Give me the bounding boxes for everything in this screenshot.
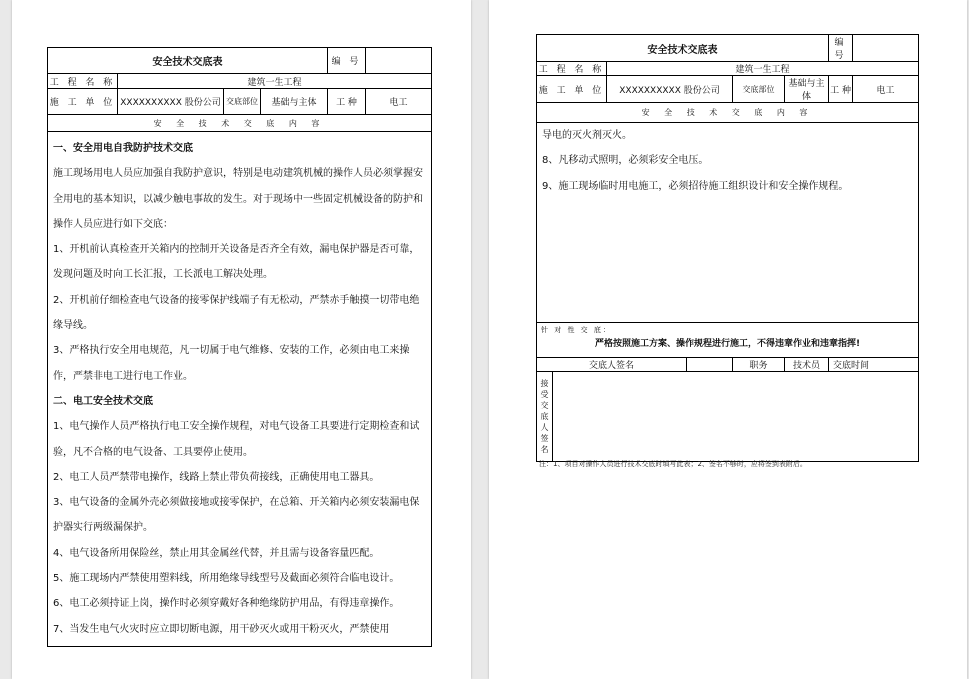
document-page-2	[489, 0, 967, 679]
project-label: 工 程 名 称	[537, 62, 607, 76]
number-value	[366, 48, 432, 74]
content-paragraph: 7、当发生电气火灾时应立即切断电源，用干砂灭火或用干粉灭火，严禁使用	[53, 623, 390, 635]
unit-label: 施 工 单 位	[537, 76, 607, 103]
safety-disclosure-table-2	[536, 34, 919, 462]
number-value	[853, 35, 919, 62]
project-value: 建筑一生工程	[118, 74, 432, 89]
content-paragraph: 1、电气操作人员严格执行电工安全操作规程，对电气设备工具要进行定期检查和试验，凡不合格的电气设备、工具要停止使用。	[53, 421, 420, 458]
content-paragraph: 施工现场用电人员应加强自我防护意识，特别是电动建筑机械的操作人员必须掌握安全用电的基本知识，以减少触电事故的发生。对于现场中一些固定机械设备的防护和操作人员应进行如下交底：	[53, 168, 423, 230]
form-title: 安全技术交底表	[48, 48, 328, 74]
content-header: 安 全 技 术 交 底 内 容	[537, 103, 919, 123]
content-paragraph: 2、电工人员严禁带电操作，线路上禁止带负荷接线，正确使用电工器具。	[53, 471, 380, 483]
content-paragraph: 8、凡移动式照明，必须彩安全电压。	[542, 155, 709, 167]
section-heading: 二、电工安全技术交底	[53, 395, 153, 407]
content-paragraph: 2、开机前仔细检查电气设备的接零保护线端子有无松动，严禁赤手触摸一切带电绝缘导线。	[53, 294, 420, 332]
content-paragraph: 6、电工必须持证上岗，操作时必须穿戴好各种绝缘防护用品，有得违章操作。	[53, 598, 400, 610]
receiver-sign-char: 人	[540, 423, 549, 432]
technician-label: 技术员	[785, 358, 829, 372]
unit-value: XXXXXXXXXX 股份公司	[118, 89, 224, 115]
receiver-sign-area	[553, 372, 919, 462]
time-label: 交底时间	[829, 358, 919, 372]
number-label: 编 号	[328, 48, 366, 74]
part-value: 基础与主体	[785, 76, 829, 103]
receiver-sign-text	[537, 378, 552, 455]
safety-disclosure-table-1	[47, 47, 432, 647]
trade-label: 工 种	[328, 89, 366, 115]
disclosure-content	[537, 123, 919, 323]
receiver-sign-char: 接	[540, 379, 549, 388]
unit-label: 施 工 单 位	[48, 89, 118, 115]
content-paragraph: 3、电气设备的金属外壳必须做接地或接零保护，在总箱、开关箱内必须安装漏电保护器实行两级漏保护。	[53, 497, 420, 534]
targeted-label: 针 对 性 交 底：	[541, 326, 612, 334]
part-label: 交底部位	[733, 76, 785, 103]
number-label: 编 号	[829, 35, 853, 62]
project-value: 建筑一生工程	[607, 62, 919, 76]
part-value: 基础与主体	[261, 89, 328, 115]
part-label: 交底部位	[224, 89, 261, 115]
unit-value: XXXXXXXXXX 股份公司	[607, 76, 733, 103]
content-paragraphs	[542, 123, 913, 199]
project-label: 工 程 名 称	[48, 74, 118, 89]
trade-value: 电工	[366, 89, 432, 115]
section-heading: 一、安全用电自我防护技术交底	[53, 143, 193, 154]
position-label: 职务	[733, 358, 785, 372]
content-paragraph: 9、施工现场临时用电施工，必须招待施工组织设计和安全操作规程。	[542, 180, 849, 192]
discloser-sign-value	[687, 358, 733, 372]
receiver-sign-char: 名	[540, 445, 549, 454]
receiver-sign-char: 交	[540, 401, 549, 410]
content-header: 安 全 技 术 交 底 内 容	[48, 115, 432, 132]
disclosure-content	[48, 132, 432, 647]
content-paragraphs	[53, 136, 426, 642]
targeted-text: 严格按照施工方案、操作规程进行施工，不得违章作业和违章指挥!	[594, 339, 861, 349]
footnote: 注：1、项目对操作人员进行技术交底时填写此表；2、签名不够时，应将签到表附后。	[539, 460, 807, 468]
content-paragraph: 导电的灭火剂灭火。	[542, 130, 632, 141]
content-paragraph: 3、严格执行安全用电规范，凡一切属于电气维修、安装的工作，必须由电工来操作，严禁非电工进行电工作业。	[53, 345, 410, 382]
document-page-1	[12, 0, 471, 679]
discloser-sign-label: 交底人签名	[537, 358, 687, 372]
content-paragraph: 1、开机前认真检查开关箱内的控制开关设备是否齐全有效，漏电保护器是否可靠，发现问题及时向工长汇报，工长派电工解决处理。	[53, 244, 420, 281]
trade-value: 电工	[853, 76, 919, 103]
targeted-disclosure	[537, 323, 919, 358]
form-title: 安全技术交底表	[537, 35, 829, 62]
receiver-sign-char: 底	[540, 412, 549, 421]
receiver-sign-char: 签	[540, 434, 549, 443]
receiver-sign-label	[537, 372, 553, 462]
receiver-sign-char: 受	[540, 390, 549, 399]
content-paragraph: 5、施工现场内严禁使用塑料线，所用绝缘导线型号及截面必须符合临电设计。	[53, 573, 400, 585]
trade-label: 工 种	[829, 76, 853, 103]
content-paragraph: 4、电气设备所用保险丝，禁止用其金属丝代替，并且需与设备容量匹配。	[53, 547, 380, 559]
